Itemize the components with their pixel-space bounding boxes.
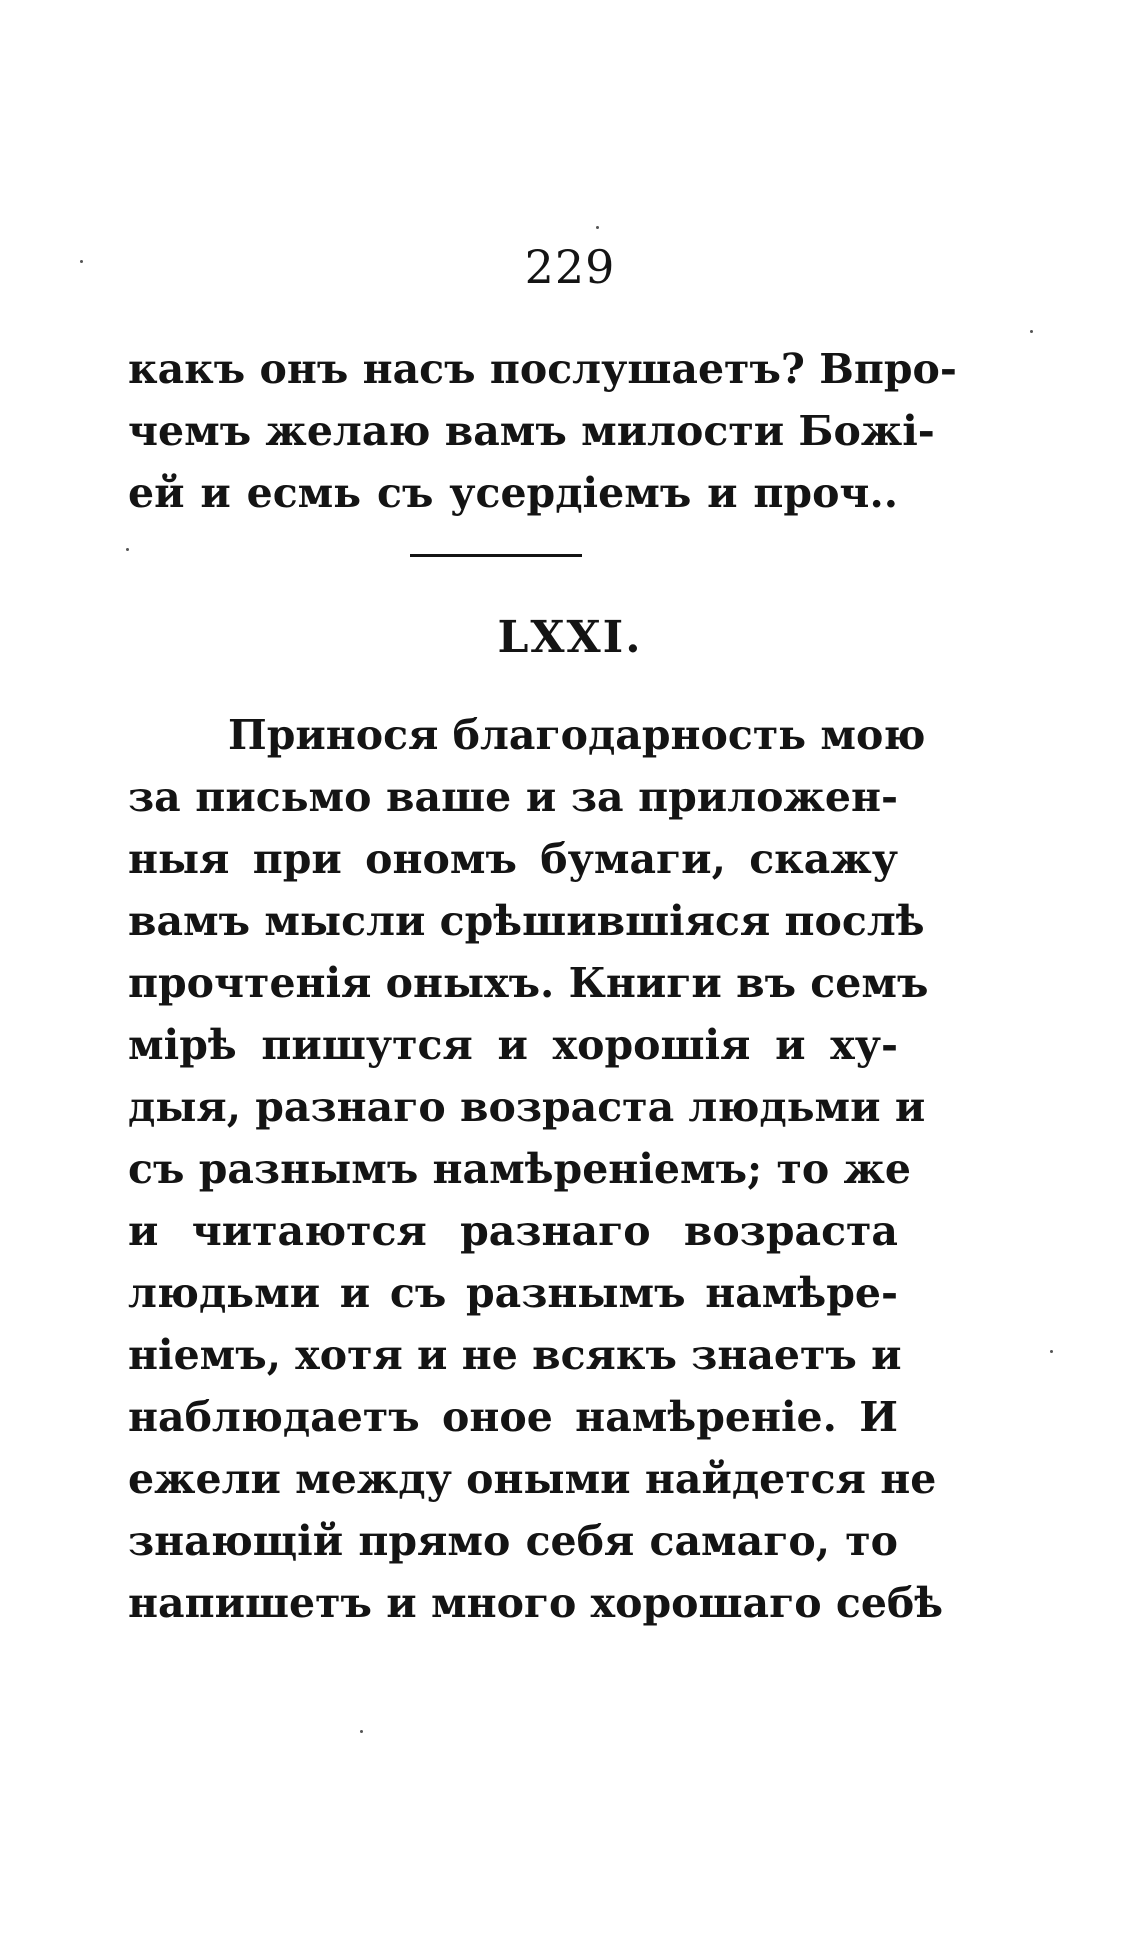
closing-paragraph [128, 338, 957, 524]
page-number: 229 [524, 240, 616, 294]
text-line: чемъ желаю вамъ милости Божі- [128, 407, 935, 455]
print-speck [596, 226, 599, 229]
print-speck [1050, 1350, 1053, 1353]
body-paragraph [128, 704, 944, 1634]
text-line: напишетъ и много хорошаго себѣ [128, 1579, 944, 1627]
text-line: и читаются разнаго возраста [128, 1207, 898, 1255]
text-line: съ разнымъ намѣреніемъ; то же [128, 1145, 911, 1193]
text-line: дыя, разнаго возраста людьми и [128, 1083, 926, 1131]
text-line: людьми и съ разнымъ намѣре- [128, 1269, 898, 1317]
text-line: прочтенія оныхъ. Книги въ семъ [128, 959, 929, 1007]
print-speck [360, 1730, 363, 1733]
text-line: за письмо ваше и за приложен- [128, 773, 898, 821]
text-line: знающій прямо себя самаго, то [128, 1517, 898, 1565]
text-line: мірѣ пишутся и хорошія и ху- [128, 1021, 898, 1069]
text-line: ей и есмь съ усердіемъ и проч.. [128, 469, 898, 517]
text-line: ныя при ономъ бумаги, скажу [128, 835, 898, 883]
text-line: ніемъ, хотя и не всякъ знаетъ и [128, 1331, 902, 1379]
print-speck [80, 260, 83, 263]
print-speck [1030, 330, 1033, 333]
print-speck [126, 548, 129, 551]
text-line: наблюдаетъ оное намѣреніе. И [128, 1393, 898, 1441]
text-line: ежели между оными найдется не [128, 1455, 937, 1503]
text-line: Принося благодарность мою [228, 711, 926, 759]
section-heading: LXXI. [497, 612, 643, 663]
text-line: какъ онъ насъ послушаетъ? Впро- [128, 345, 957, 393]
section-divider [410, 554, 582, 557]
text-line: вамъ мысли срѣшившіяся послѣ [128, 897, 925, 945]
